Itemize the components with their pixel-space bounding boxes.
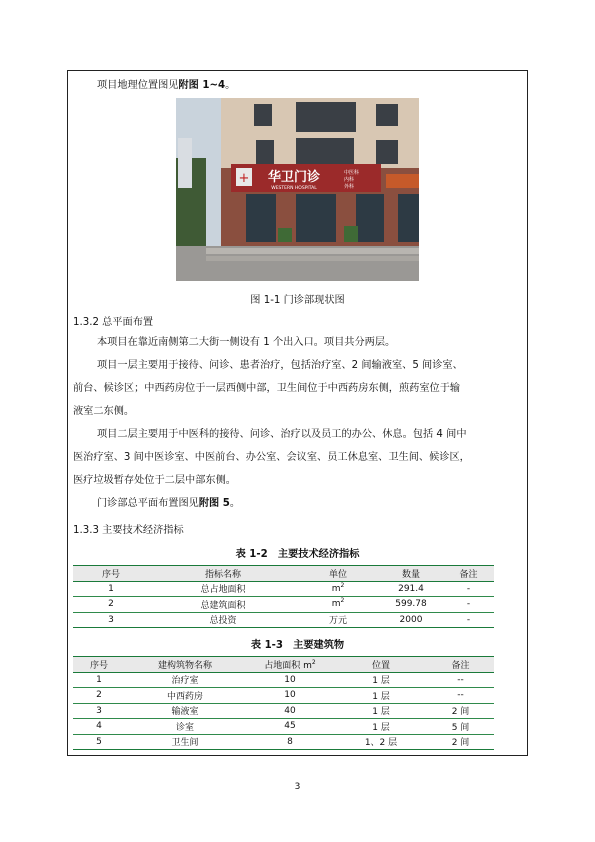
table-header-row: [73, 657, 494, 673]
table-cell: 40: [245, 703, 335, 719]
table-cell: $m^2$: [297, 597, 379, 613]
table-cell: 1 层: [335, 703, 427, 719]
col-header: 建构筑物名称: [125, 657, 245, 673]
table-cell: 8: [245, 734, 335, 750]
svg-text:+: +: [238, 171, 250, 186]
col-header: 单位: [297, 566, 379, 582]
col-header: 位置: [335, 657, 427, 673]
table-cell: $m^2$: [297, 581, 379, 597]
table-cell: 输液室: [125, 703, 245, 719]
table-cell: 2 间: [427, 734, 494, 750]
table-cell: 诊室: [125, 719, 245, 735]
table-cell: --: [427, 672, 494, 688]
section-1-3-3-heading: 1.3.3 主要技术经济指标: [73, 525, 184, 536]
col-header: 序号: [73, 566, 149, 582]
table-cell: 万元: [297, 612, 379, 628]
intro-line: 项目地理位置图见附图 1~4。: [97, 80, 236, 91]
table-row: [73, 734, 494, 750]
paragraph-floor2-line3: 医疗垃圾暂存处位于二层中部东侧。: [73, 475, 236, 486]
paragraph-entrance: 本项目在靠近南侧第二大街一侧设有 1 个出入口。项目共分两层。: [97, 337, 396, 348]
paragraph-floor2-line2: 医治疗室、3 间中医诊室、中医前台、办公室、会议室、员工休息室、卫生间、候诊区，: [73, 452, 470, 463]
table-cell: 2 间: [427, 703, 494, 719]
col-header: 序号: [73, 657, 125, 673]
table-cell: -: [443, 581, 494, 597]
table-cell: 1、2 层: [335, 734, 427, 750]
table-cell: 1: [73, 581, 149, 597]
technical-indicators-table: [73, 565, 494, 628]
table-cell: 10: [245, 672, 335, 688]
paragraph-floor1-line3: 液室二东侧。: [73, 406, 135, 417]
table-cell: -: [443, 612, 494, 628]
table-cell: 中西药房: [125, 688, 245, 704]
main-buildings-table: [73, 656, 494, 750]
figure-caption: 图 1-1 门诊部现状图: [250, 295, 345, 306]
paragraph-floor2-line1: 项目二层主要用于中医科的接待、问诊、治疗以及员工的办公、休息。包括 4 间中: [97, 429, 467, 440]
table-cell: 总占地面积: [149, 581, 297, 597]
col-header: 备注: [443, 566, 494, 582]
table-row: [73, 703, 494, 719]
table-cell: 2: [73, 688, 125, 704]
table-cell: 1: [73, 672, 125, 688]
table-cell: 总建筑面积: [149, 597, 297, 613]
table-cell: 5 间: [427, 719, 494, 735]
table-cell: 5: [73, 734, 125, 750]
table-cell: 1 层: [335, 719, 427, 735]
table-cell: --: [427, 688, 494, 704]
page-number: 3: [294, 782, 301, 792]
col-header: 备注: [427, 657, 494, 673]
sign-english: WESTERN HOSPITAL: [271, 186, 317, 191]
col-header: 数量: [379, 566, 443, 582]
table-cell: 45: [245, 719, 335, 735]
table-cell: 4: [73, 719, 125, 735]
col-header: 占地面积 $m^2$: [245, 657, 335, 673]
section-1-3-2-heading: 1.3.2 总平面布置: [73, 317, 154, 328]
table-cell: 1 层: [335, 672, 427, 688]
table-cell: 1 层: [335, 688, 427, 704]
table-row: [73, 612, 494, 628]
table-cell: 2000: [379, 612, 443, 628]
table-cell: 3: [73, 612, 149, 628]
paragraph-floor1-line1: 项目一层主要用于接待、问诊、患者治疗，包括治疗室、2 间输液室、5 间诊室、: [97, 360, 463, 371]
table-row: [73, 719, 494, 735]
table-cell: -: [443, 597, 494, 613]
table-cell: 3: [73, 703, 125, 719]
table-row: [73, 672, 494, 688]
clinic-photo: [176, 98, 419, 281]
table-row: [73, 581, 494, 597]
table-header-row: [73, 566, 494, 582]
table-cell: 治疗室: [125, 672, 245, 688]
table-row: [73, 597, 494, 613]
sign-side-2: 内科: [344, 177, 355, 183]
sign-side-1: 中医科: [344, 170, 360, 176]
table-cell: 291.4: [379, 581, 443, 597]
table-cell: 599.78: [379, 597, 443, 613]
sign-chinese: 华卫门诊: [267, 170, 321, 185]
table-1-2-caption: 表 1-2 主要技术经济指标: [235, 549, 360, 560]
table-cell: 卫生间: [125, 734, 245, 750]
table-cell: 2: [73, 597, 149, 613]
col-header: 指标名称: [149, 566, 297, 582]
table-cell: 总投资: [149, 612, 297, 628]
table-cell: 10: [245, 688, 335, 704]
sign-side-3: 外科: [344, 184, 355, 190]
table-row: [73, 688, 494, 704]
paragraph-site-plan: 门诊部总平面布置图见附图 5。: [97, 498, 241, 509]
paragraph-floor1-line2: 前台、候诊区；中西药房位于一层西侧中部，卫生间位于中西药房东侧，煎药室位于输: [73, 383, 461, 394]
table-1-3-caption: 表 1-3 主要建筑物: [250, 640, 345, 651]
